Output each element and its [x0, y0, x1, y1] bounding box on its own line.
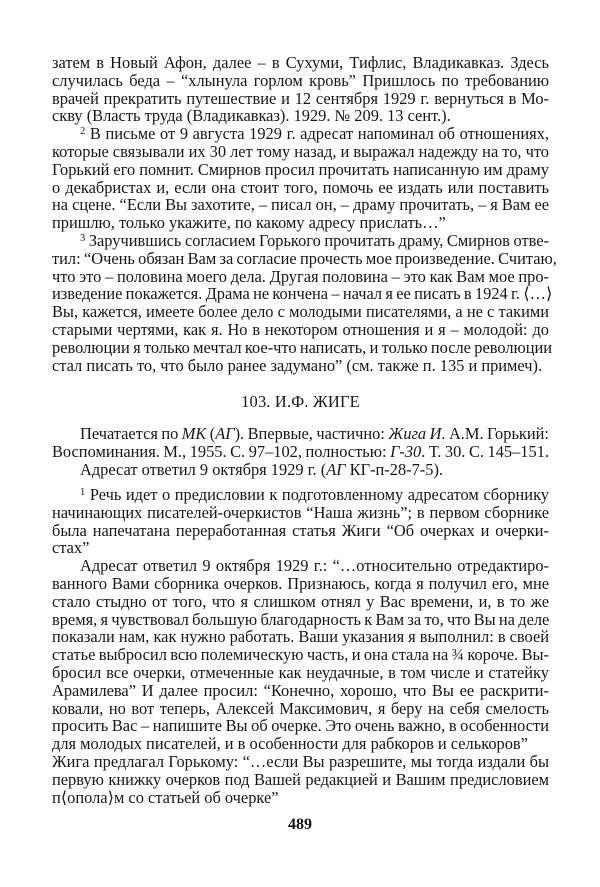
text-run: В письме от 9 августа 1929 г. адресат напоминал об отношениях,: [85, 124, 549, 144]
text-line: [52, 425, 549, 443]
text-line: старыми чертями, как я. Но в некотором отношения и я – молодой: до: [52, 319, 549, 339]
text-line: Горький его помнит. Смирнов просил прочитать написанную им драму: [52, 159, 549, 179]
text-line: Адресат ответил 9 октября 1929 г.: “…относительно отредактиро-: [80, 556, 549, 576]
italic-text: Г-30: [390, 441, 422, 461]
text-run: . А.М. Горький:: [441, 424, 549, 444]
footnote-marker: 1: [80, 487, 86, 499]
reply-reference-paragraph: [52, 461, 549, 479]
reply-quote-paragraph: [52, 557, 549, 753]
text-line: стало стыдно от того, что я слишком отнял у Вас времени, и, в то же: [52, 591, 549, 611]
text-line: [52, 232, 549, 250]
text-line: ковали, но вот теперь, Алексей Максимович, я беру на себя смелость: [52, 698, 549, 718]
text-line: стах”: [52, 538, 90, 558]
letter-heading: 103. И.Ф. ЖИГЕ: [241, 392, 360, 412]
text-line: первую книжку очерков под Вашей редакцией и Вашим предисловием: [52, 769, 549, 789]
footnote-marker: 2: [80, 126, 86, 138]
text-line: которые связывали их 30 лет тому назад, и выражал надежду на то, что: [52, 141, 549, 161]
text-line: изведение покажется. Драма не кончена – начал я ее писать в 1924 г. ⟨…⟩: [52, 284, 553, 304]
text-line: пришлю, только укажите, по какому адресу прислать…”: [52, 213, 446, 233]
text-run: КГ-п-28-7-5).: [345, 459, 444, 479]
text-line: что это – половина моего дела. Другая половина – это как Вам мое про-: [52, 266, 549, 286]
text-run: (: [206, 424, 216, 444]
text-line: случилась беда – “хлынула горлом кровь” Пришлось по требованию: [52, 70, 549, 90]
text-line: время, я чувствовал большую благодарность к Вам за то, что Вы на деле: [52, 609, 550, 629]
text-line: [52, 461, 549, 479]
text-line: скву (Власть труда (Владикавказ). 1929. № 209. 13 сент.).: [52, 106, 451, 126]
text-line: просить Вас – напишите Вы об очерке. Это очень важно, в особенности: [52, 716, 549, 736]
text-line: Жига предлагал Горькому: “…если Вы разрешите, мы тогда издали бы: [52, 751, 549, 771]
continuation-paragraph: [52, 54, 549, 125]
text-line: п⟨опола⟩м со статьей об очерке”: [52, 787, 279, 807]
italic-text: АГ: [326, 459, 346, 479]
text-run: Заручившись согласием Горького прочитать драму, Смирнов отве-: [85, 230, 549, 250]
text-line: Арамилева” И далее просил: “Конечно, хорошо, что Вы ее раскрити-: [52, 680, 549, 700]
text-run: Адресат ответил 9 октября 1929 г. (: [80, 459, 327, 479]
text-block: [52, 53, 557, 807]
italic-text: МК: [181, 424, 207, 444]
italic-text: Жига И: [388, 424, 442, 444]
text-line: [52, 125, 549, 143]
publication-source-paragraph: [52, 425, 549, 461]
text-line: о декабристах и, если она стоит того, помочь ее издать или поставить: [52, 177, 549, 197]
text-run: Печатается по: [80, 424, 182, 444]
text-line: показали нам, как нужно работать. Ваши указания я выполнил: в своей: [52, 627, 549, 647]
text-line: стал писать то, что было ранее задумано” (см. также п. 135 и примеч).: [52, 355, 543, 375]
text-line: начинающих писателей-очеркистов “Наша жизнь”; в первом сборнике: [52, 502, 549, 522]
text-run: . Т. 30. С. 145–151.: [421, 441, 549, 461]
note-2-paragraph: [52, 125, 549, 232]
footnote-1-paragraph: [52, 486, 549, 557]
italic-text: АГ: [215, 424, 235, 444]
note-3-paragraph: [52, 230, 557, 375]
text-line: Вы, кажется, имеете более дело с молодыми писателями, а не с такими: [52, 302, 549, 322]
text-line: [52, 443, 549, 461]
text-line: революции я только мечтал кое-что написать, и только после революции: [52, 337, 553, 357]
text-run: ). Впервые, частично:: [234, 424, 389, 444]
text-run: Воспоминания. М., 1955. С. 97–102, полностью:: [52, 441, 391, 461]
text-line: бросил все очерки, отмеченные как неудачные, в том числе и статейку: [52, 663, 549, 682]
text-line: [52, 486, 549, 504]
text-line: тил: “Очень обязан Вам за согласие прочесть мое произведение. Считаю,: [52, 248, 557, 268]
text-run: Речь идет о предисловии к подготовленному адресатом сборнику: [85, 485, 549, 505]
proposal-paragraph: [52, 753, 549, 806]
text-line: на сцене. “Если Вы захотите, – писал он, – драму прочитать, – я Вам ее: [52, 195, 549, 215]
text-line: ванного Вами сборника очерков. Признаюсь, когда я получил его, мне: [52, 574, 549, 594]
text-line: врачей прекратить путешествие и 12 сентября 1929 г. вернуться в Мо-: [52, 88, 549, 108]
page-number: 489: [288, 816, 312, 833]
text-line: была напечатана переработанная статья Жиги “Об очерках и очерки-: [52, 520, 549, 540]
text-line: статье выбросил всю полемическую часть, и она стала на ¾ короче. Вы-: [52, 645, 549, 665]
footnote-marker: 3: [80, 232, 86, 244]
text-line: затем в Новый Афон, далее – в Сухуми, Тифлис, Владикавказ. Здесь: [52, 53, 549, 72]
text-line: для молодых писателей, и в особенности для рабкоров и селькоров”: [52, 734, 528, 754]
